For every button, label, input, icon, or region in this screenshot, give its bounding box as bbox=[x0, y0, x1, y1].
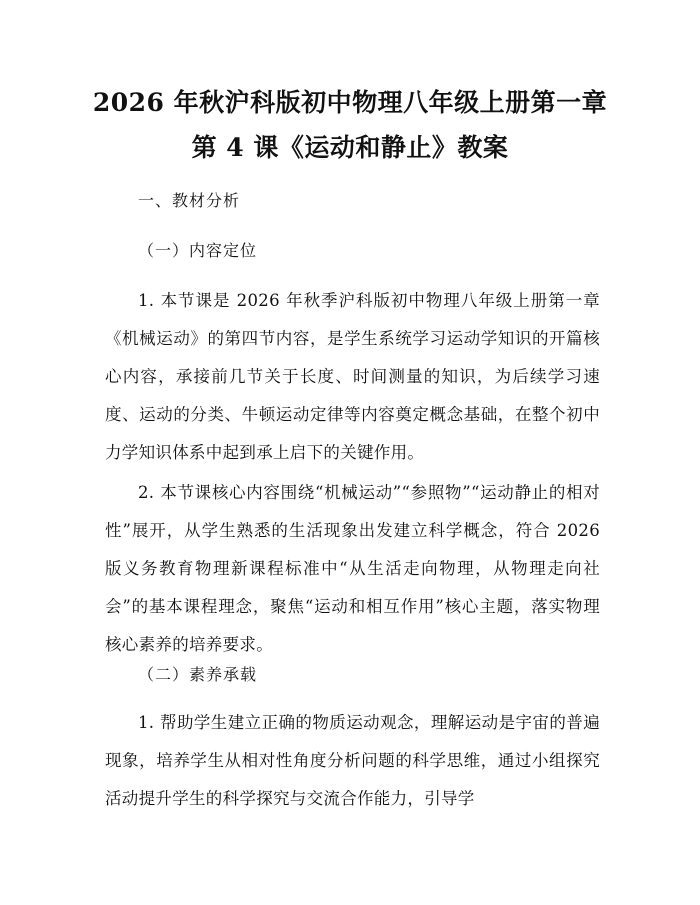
subsection-heading-literacy: （二）素养承载 bbox=[138, 665, 258, 684]
paragraph-content-position-2: 2. 本节课核心内容围绕“机械运动”“参照物”“运动静止的相对性”展开，从学生熟悉的生活现象出发建立科学概念，符合 2026 版义务教育物理新课程标准中“从生活走向物理，从物理走向社会”的基本课程理念，聚焦“运动和相互作用”核心主题，落实物理核心素养的培养要求。 bbox=[105, 483, 600, 654]
paragraph-literacy-1: 1. 帮助学生建立正确的物质运动观念，理解运动是宇宙的普遍现象，培养学生从相对性角度分析问题的科学思维，通过小组探究活动提升学生的科学探究与交流合作能力，引导学 bbox=[105, 713, 600, 808]
section-heading-textbook-analysis: 一、教材分析 bbox=[138, 191, 241, 210]
paragraph-content-position-1: 1. 本节课是 2026 年秋季沪科版初中物理八年级上册第一章《机械运动》的第四节内容，是学生系统学习运动学知识的开篇核心内容，承接前几节关于长度、时间测量的知识，为后续学习速度、运动的分类、牛顿运动定律等内容奠定概念基础，在整个初中力学知识体系中起到承上启下的关键作用。 bbox=[105, 291, 600, 462]
document-title-line2: 第 4 课《运动和静止》教案 bbox=[191, 133, 509, 162]
document-title-line1: 2026 年秋沪科版初中物理八年级上册第一章 bbox=[92, 88, 608, 117]
subsection-heading-content-position: （一）内容定位 bbox=[138, 241, 258, 260]
